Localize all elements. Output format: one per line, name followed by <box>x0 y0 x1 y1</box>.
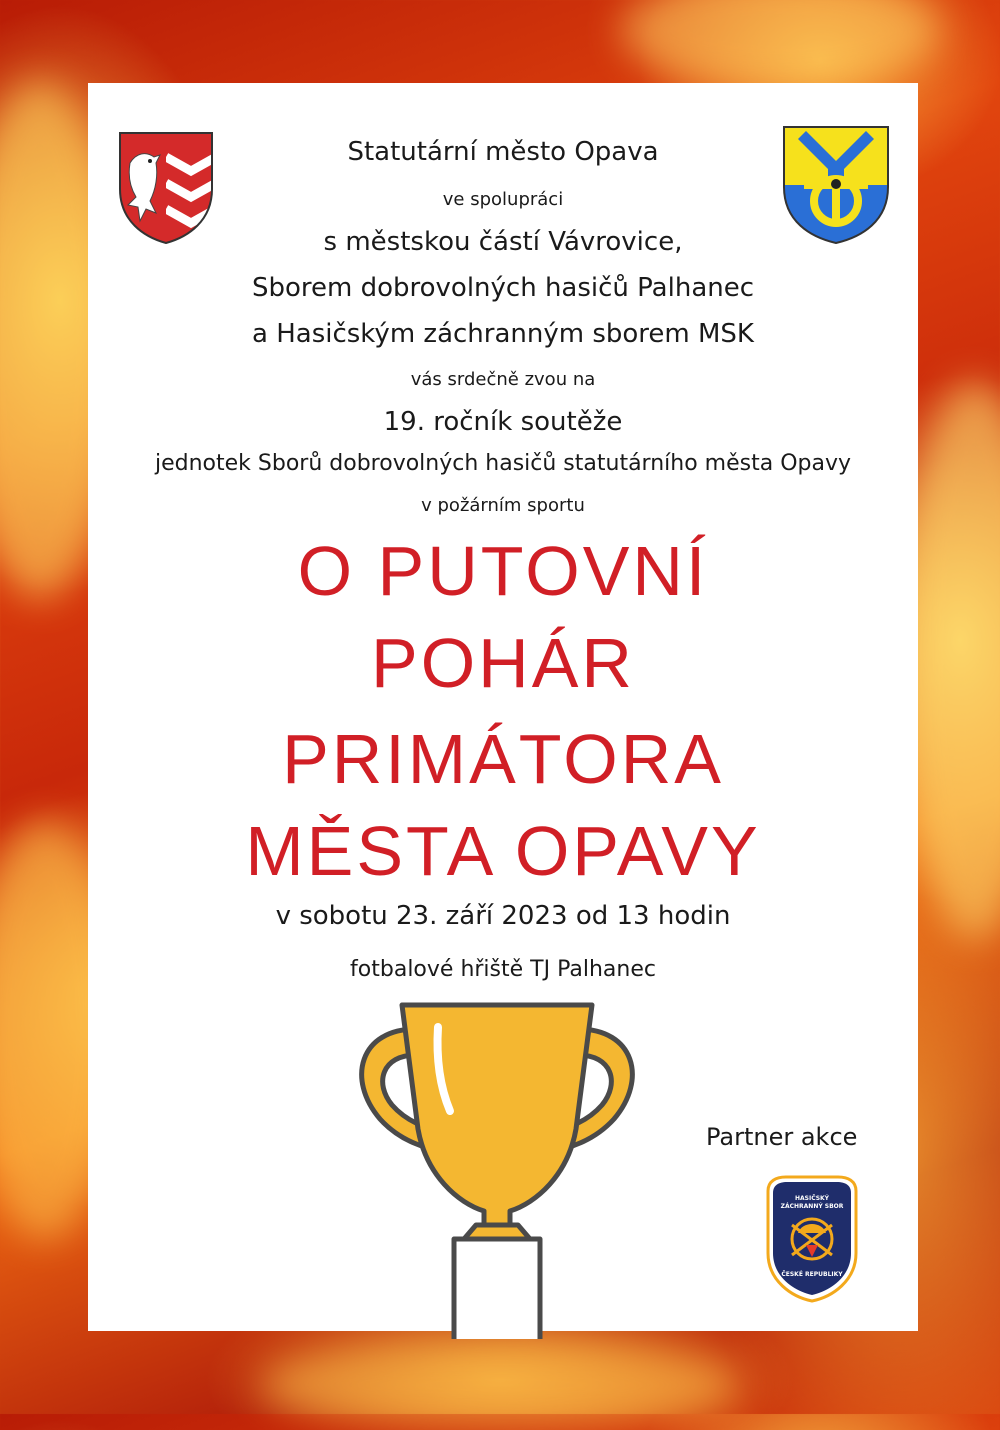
invite-text: vás srdečně zvou na <box>410 369 596 390</box>
poster-card <box>88 83 918 1331</box>
title-line-1: O PUTOVNÍ <box>297 532 709 610</box>
organizer-text: Statutární město Opava <box>347 137 659 167</box>
flame-streak <box>260 1340 740 1430</box>
edition-text: 19. ročník soutěže <box>383 407 623 437</box>
title-line-4: MĚSTA OPAVY <box>245 812 761 890</box>
discipline-text: v požárním sportu <box>421 495 585 516</box>
event-date: v sobotu 23. září 2023 od 13 hodin <box>275 901 731 931</box>
partner-line-2: Sborem dobrovolných hasičů Palhanec <box>251 273 755 303</box>
partner-label: Partner akce <box>706 1123 858 1151</box>
flame-streak <box>620 0 940 90</box>
title-line-2: POHÁR <box>371 624 635 702</box>
trophy-icon <box>340 999 654 1339</box>
badge-top-text: HASIČSKÝ <box>794 1195 830 1202</box>
partner-line-3: a Hasičským záchranným sborem MSK <box>252 319 754 349</box>
hzs-badge-icon <box>762 1173 862 1303</box>
cooperation-text: ve spolupráci <box>442 189 564 210</box>
badge-mid-text: ZÁCHRANNÝ SBOR <box>780 1203 844 1210</box>
badge-bottom-text: ČESKÉ REPUBLIKY <box>781 1271 843 1278</box>
title-line-3: PRIMÁTORA <box>282 720 724 798</box>
partner-line-1: s městskou částí Vávrovice, <box>323 227 683 257</box>
units-text: jednotek Sborů dobrovolných hasičů statutárního města Opavy <box>155 451 851 476</box>
event-venue: fotbalové hřiště TJ Palhanec <box>350 957 656 982</box>
